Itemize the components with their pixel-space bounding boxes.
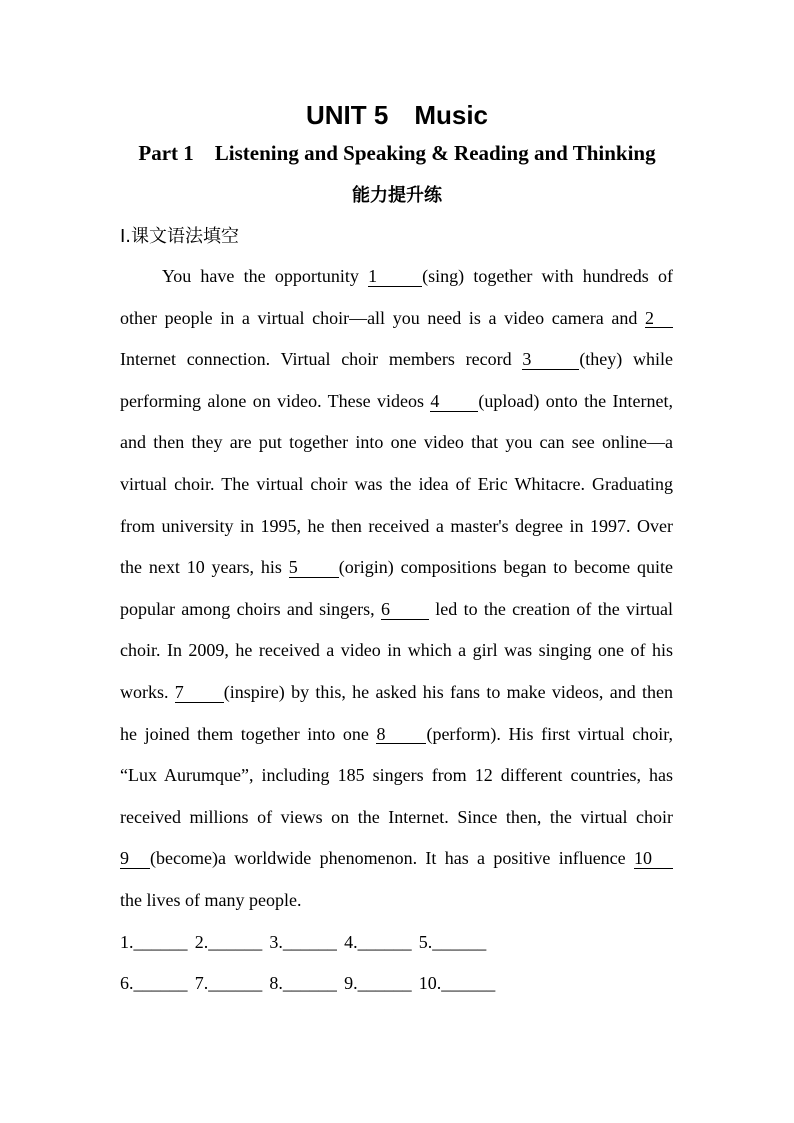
passage-text: he joined them together into one (120, 723, 377, 744)
passage-line (120, 547, 673, 589)
passage-line (120, 381, 673, 423)
answer-slot-4: 4.______ (344, 931, 412, 952)
passage-line (120, 589, 673, 631)
passage-line (120, 339, 673, 381)
passage-text: (sing) together with hundreds of (422, 266, 673, 286)
blank-1: 1 (368, 267, 422, 287)
passage-text: (become)a worldwide phenomenon. It has a positive influence (150, 848, 634, 869)
blank-10: 10 (634, 849, 673, 869)
blank-6: 6 (381, 600, 429, 620)
passage-text: led to the creation of the virtual (428, 598, 673, 619)
passage-line (120, 256, 673, 298)
passage-text: (they) while (579, 349, 674, 370)
passage-line (120, 630, 673, 672)
answer-slot-2: 2.______ (194, 931, 263, 952)
passage-text: (inspire) by this, he asked his fans to make videos, and then (223, 681, 673, 702)
passage-text: choir. In 2009, he received a video in which a girl was singing one of his (120, 640, 673, 661)
level-title: 能力提升练 (352, 185, 442, 206)
blank-5: 5 (289, 558, 339, 578)
answer-slot-3: 3.______ (269, 931, 337, 952)
passage-text: You have the opportunity (162, 266, 369, 286)
passage-text: the lives of many people. (120, 889, 302, 910)
passage-line (120, 422, 673, 464)
answer-slot-1: 1.______ (120, 931, 188, 952)
unit-title: UNIT 5 Music (305, 100, 489, 130)
passage-text: virtual choir. The virtual choir was the idea of Eric Whitacre. Graduating (120, 473, 673, 494)
passage-line (120, 880, 673, 922)
passage-text: works. (120, 681, 175, 702)
cloze-passage (120, 256, 673, 1005)
section-heading: Ⅰ.课文语法填空 (120, 226, 240, 247)
passage-text: received millions of views on the Internet. Since then, the virtual choir (120, 806, 673, 827)
answer-row (120, 922, 673, 964)
blank-3: 3 (522, 350, 579, 370)
blank-9: 9 (120, 849, 150, 869)
passage-text: the next 10 years, his (120, 557, 289, 578)
passage-text: popular among choirs and singers, (120, 598, 381, 619)
passage-text: other people in a virtual choir—all you need is a video camera and (120, 307, 645, 328)
answer-slot-10: 10.______ (418, 973, 496, 994)
answer-slot-6: 6.______ (120, 973, 188, 994)
passage-line (120, 506, 673, 548)
answer-slot-8: 8.______ (269, 973, 337, 994)
passage-text: (perform). His first virtual choir, (426, 723, 674, 744)
passage-text: performing alone on video. These videos (120, 390, 431, 411)
passage-line (120, 464, 673, 506)
answer-slot-7: 7.______ (194, 973, 263, 994)
passage-text: (upload) onto the Internet, (478, 390, 673, 411)
passage-line (120, 714, 673, 756)
passage-text: “Lux Aurumque”, including 185 singers from 12 different countries, has (120, 765, 673, 786)
blank-2: 2 (645, 309, 673, 329)
passage-text: Internet connection. Virtual choir members record (120, 349, 523, 370)
answer-row (120, 963, 673, 1005)
passage-text: (origin) compositions began to become quite (338, 557, 673, 578)
blank-7: 7 (175, 683, 224, 703)
passage-line (120, 672, 673, 714)
passage-text: and then they are put together into one video that you can see online—a (120, 432, 673, 453)
answer-slot-9: 9.______ (344, 973, 412, 994)
blank-4: 4 (430, 392, 478, 412)
passage-line (120, 298, 673, 340)
blank-8: 8 (376, 725, 426, 745)
answer-slot-5: 5.______ (418, 931, 487, 952)
passage-line (120, 797, 673, 839)
passage-line (120, 838, 673, 880)
passage-text: from university in 1995, he then received a master's degree in 1997. Over (120, 515, 673, 536)
passage-line (120, 755, 673, 797)
part-title: Part 1 Listening and Speaking & Reading and Thinking (138, 141, 656, 165)
